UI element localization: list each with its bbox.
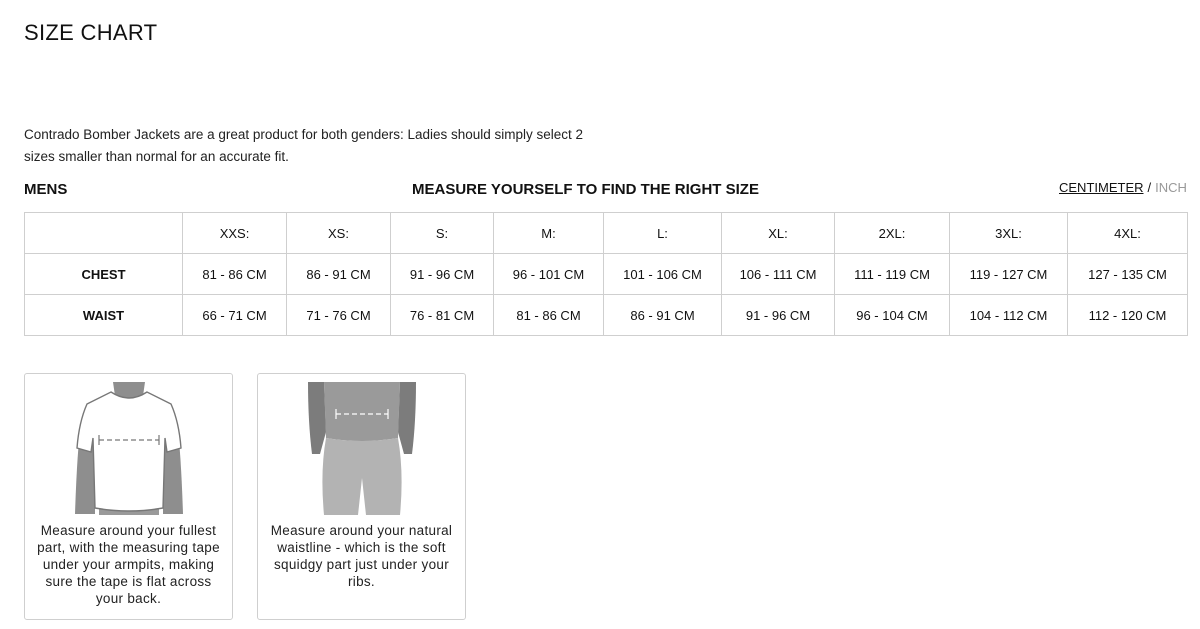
table-cell: 76 - 81 CM (391, 295, 494, 336)
table-cell: 91 - 96 CM (391, 254, 494, 295)
size-header: XL: (722, 213, 835, 254)
size-header: 3XL: (950, 213, 1068, 254)
waist-guide-text: Measure around your natural waistline - which is the soft squidgy part just under your ribs. (270, 523, 453, 589)
size-header: 4XL: (1068, 213, 1188, 254)
intro-text: Contrado Bomber Jackets are a great product for both genders: Ladies should simply select 2 sizes smaller than normal for an accurate fit. (24, 127, 584, 164)
table-cell: 104 - 112 CM (950, 295, 1068, 336)
header-blank-cell (25, 213, 183, 254)
table-cell: 71 - 76 CM (287, 295, 391, 336)
size-header: 2XL: (835, 213, 950, 254)
table-cell: 112 - 120 CM (1068, 295, 1188, 336)
page-title: SIZE CHART (24, 20, 158, 45)
table-cell: 127 - 135 CM (1068, 254, 1188, 295)
table-cell: 86 - 91 CM (287, 254, 391, 295)
table-row-chest (25, 254, 1188, 295)
unit-toggle (1059, 180, 1187, 195)
table-cell: 119 - 127 CM (950, 254, 1068, 295)
chest-measure-illustration-icon (73, 382, 185, 515)
size-header: S: (391, 213, 494, 254)
table-cell: 81 - 86 CM (494, 295, 604, 336)
row-label: CHEST (25, 254, 183, 295)
table-cell: 106 - 111 CM (722, 254, 835, 295)
unit-separator: / (1147, 180, 1152, 195)
size-header: L: (604, 213, 722, 254)
table-cell: 111 - 119 CM (835, 254, 950, 295)
table-header-row (25, 213, 1188, 254)
table-cell: 86 - 91 CM (604, 295, 722, 336)
chest-guide-text: Measure around your fullest part, with the measuring tape under your armpits, making sure the tape is flat across your back. (37, 523, 220, 606)
waist-measure-illustration-icon (306, 382, 418, 515)
unit-centimeter-link[interactable]: CENTIMETER (1059, 180, 1144, 195)
table-cell: 96 - 101 CM (494, 254, 604, 295)
table-row-waist (25, 295, 1188, 336)
table-cell: 96 - 104 CM (835, 295, 950, 336)
size-table (24, 212, 1188, 336)
waist-guide-card (257, 373, 466, 620)
gender-label: MENS (24, 181, 68, 198)
size-header: M: (494, 213, 604, 254)
measure-heading: MEASURE YOURSELF TO FIND THE RIGHT SIZE (412, 181, 759, 198)
table-cell: 101 - 106 CM (604, 254, 722, 295)
size-header: XS: (287, 213, 391, 254)
table-cell: 66 - 71 CM (183, 295, 287, 336)
table-cell: 91 - 96 CM (722, 295, 835, 336)
size-header: XXS: (183, 213, 287, 254)
row-label: WAIST (25, 295, 183, 336)
table-cell: 81 - 86 CM (183, 254, 287, 295)
chest-guide-card (24, 373, 233, 620)
unit-inch-link[interactable]: INCH (1155, 180, 1187, 195)
